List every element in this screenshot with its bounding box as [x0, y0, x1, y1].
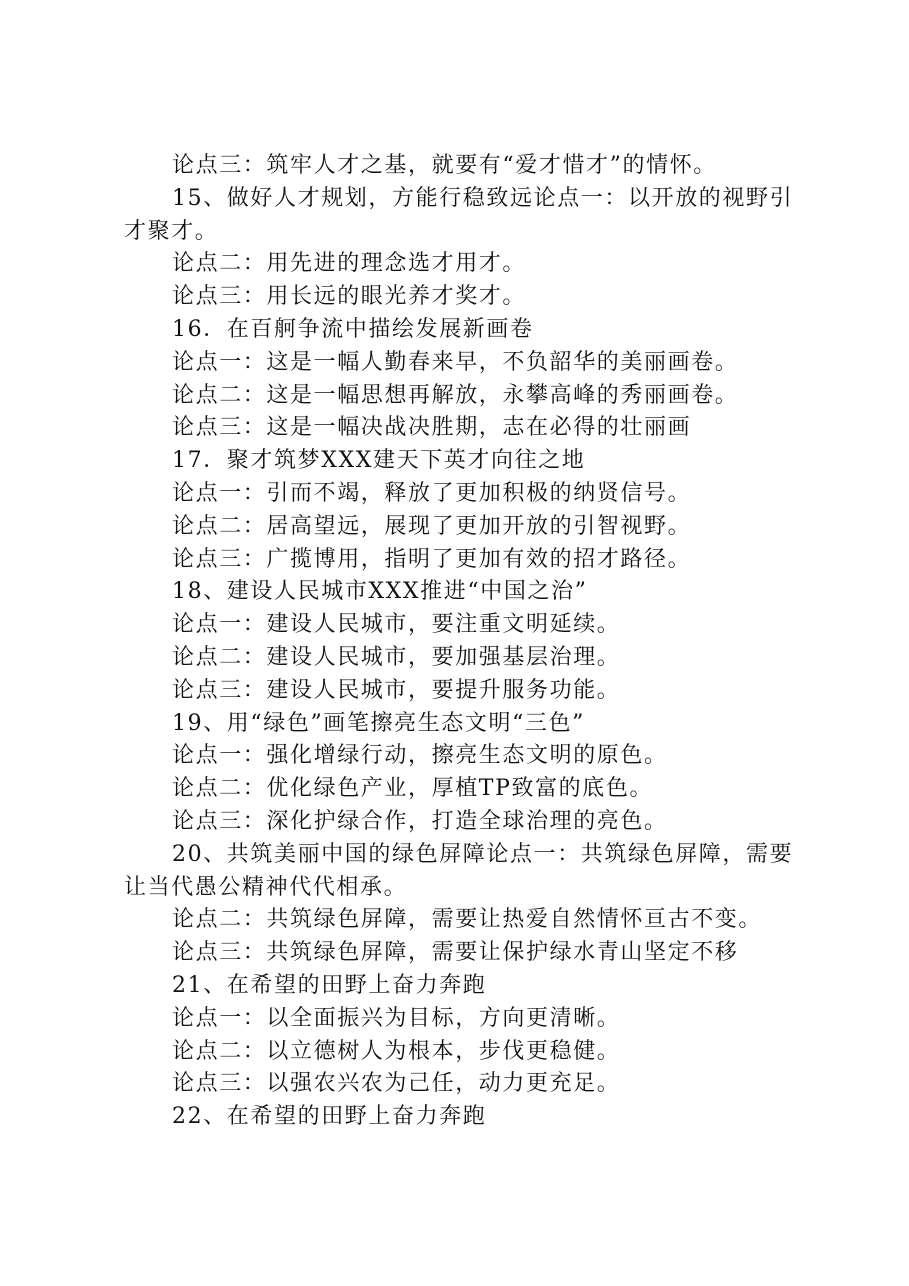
text-line: 论点三：这是一幅决战决胜期，志在必得的壮丽画: [172, 415, 692, 441]
text-line: 论点一：建设人民城市，要注重文明延续。: [172, 612, 621, 638]
text-line: 论点三：共筑绿色屏障，需要让保护绿水青山坚定不移: [172, 940, 739, 966]
heading-line: 21、在希望的田野上奋力奔跑: [172, 972, 487, 998]
text-line: 论点一：强化增绿行动，擦亮生态文明的原色。: [172, 743, 668, 769]
text-line: 论点二：共筑绿色屏障，需要让热爱自然情怀亘古不变。: [172, 907, 763, 933]
document-body: [124, 150, 799, 1134]
text-line: 论点三：以强农兴农为己任，动力更充足。: [172, 1071, 621, 1097]
text-line: 论点一：以全面振兴为目标，方向更清晰。: [172, 1005, 621, 1031]
text-line: 论点一：这是一幅人勤春来早，不负韶华的美丽画卷。: [172, 349, 739, 375]
text-paragraph: 15、做好人才规划，方能行稳致远论点一：以开放的视野引才聚才。: [124, 185, 794, 244]
text-line: 论点三：用长远的眼光养才奖才。: [172, 284, 527, 310]
text-line: 论点二：居高望远，展现了更加开放的引智视野。: [172, 513, 692, 539]
text-line: 论点三：广揽博用，指明了更加有效的招才路径。: [172, 546, 692, 572]
text-line: 论点二：用先进的理念选才用才。: [172, 251, 527, 277]
heading-line: 17．聚才筑梦XXX建天下英才向往之地: [172, 448, 586, 474]
heading-line: 19、用“绿色”画笔擦亮生态文明“三色”: [172, 710, 585, 736]
text-line: 论点三：深化护绿合作，打造全球治理的亮色。: [172, 808, 668, 834]
heading-line: 16．在百舸争流中描绘发展新画卷: [172, 316, 534, 342]
text-line: 论点二：这是一幅思想再解放，永攀高峰的秀丽画卷。: [172, 382, 739, 408]
text-line: 论点二：建设人民城市，要加强基层治理。: [172, 644, 621, 670]
text-line: 论点三：建设人民城市，要提升服务功能。: [172, 677, 621, 703]
heading-line: 22、在希望的田野上奋力奔跑: [172, 1104, 487, 1130]
text-line: 论点三：筑牢人才之基，就要有“爱才惜才”的情怀。: [172, 153, 717, 178]
text-line: 论点二：优化绿色产业，厚植TP致富的底色。: [172, 776, 654, 802]
text-line: 论点一：引而不竭，释放了更加积极的纳贤信号。: [172, 480, 692, 506]
text-line: 论点二：以立德树人为根本，步伐更稳健。: [172, 1038, 621, 1064]
heading-line: 18、建设人民城市XXX推进“中国之治”: [172, 579, 588, 605]
text-paragraph: 20、共筑美丽中国的绿色屏障论点一：共筑绿色屏障，需要让当代愚公精神代代相承。: [124, 841, 794, 900]
